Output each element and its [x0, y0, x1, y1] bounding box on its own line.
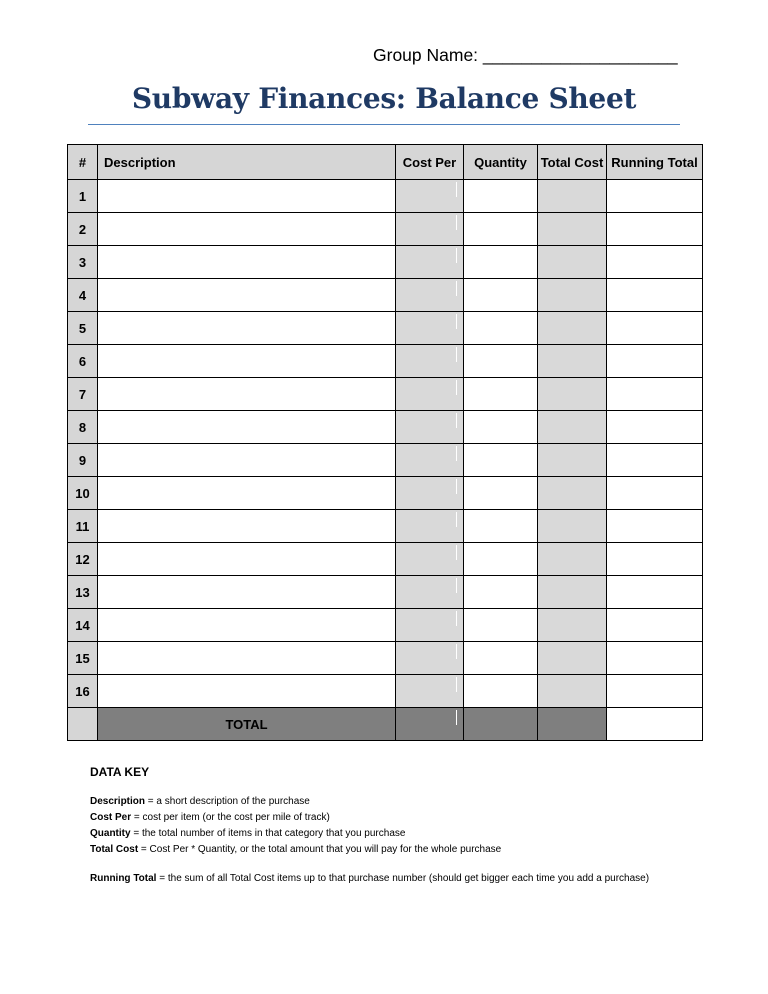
- row-number: 13: [68, 576, 98, 609]
- row-number: 1: [68, 180, 98, 213]
- description-cell[interactable]: [98, 609, 396, 642]
- description-cell[interactable]: [98, 279, 396, 312]
- total-cost-cell[interactable]: [538, 279, 607, 312]
- description-cell[interactable]: [98, 477, 396, 510]
- key-term: Description: [90, 796, 146, 807]
- key-definition: = the total number of items in that category that you purchase: [130, 828, 406, 839]
- description-cell[interactable]: [98, 312, 396, 345]
- cost-per-cell[interactable]: [396, 675, 464, 708]
- column-header-description: Description: [98, 145, 396, 180]
- total-cost-cell[interactable]: [538, 180, 607, 213]
- running-total-cell[interactable]: [607, 180, 703, 213]
- running-total-cell[interactable]: [607, 477, 703, 510]
- cost-per-cell[interactable]: [396, 279, 464, 312]
- row-number: 6: [68, 345, 98, 378]
- cost-per-cell[interactable]: [396, 213, 464, 246]
- total-cost-cell[interactable]: [538, 345, 607, 378]
- table-row: [68, 246, 703, 279]
- row-number: 15: [68, 642, 98, 675]
- key-item-quantity: [90, 826, 730, 842]
- key-item-running-total: [90, 871, 730, 887]
- description-cell[interactable]: [98, 411, 396, 444]
- description-cell[interactable]: [98, 378, 396, 411]
- total-cost-cell[interactable]: [538, 312, 607, 345]
- row-number: 11: [68, 510, 98, 543]
- cost-per-cell[interactable]: [396, 444, 464, 477]
- table-header-row: [68, 145, 703, 180]
- table-row: [68, 609, 703, 642]
- description-cell[interactable]: [98, 213, 396, 246]
- running-total-cell[interactable]: [607, 543, 703, 576]
- row-number: 12: [68, 543, 98, 576]
- description-cell[interactable]: [98, 345, 396, 378]
- cost-per-cell[interactable]: [396, 246, 464, 279]
- description-cell[interactable]: [98, 510, 396, 543]
- table-row: [68, 378, 703, 411]
- total-cost-cell[interactable]: [538, 378, 607, 411]
- running-total-cell[interactable]: [607, 312, 703, 345]
- quantity-cell[interactable]: [464, 312, 538, 345]
- cost-per-cell[interactable]: [396, 345, 464, 378]
- page-title: Subway Finances: Balance Sheet: [131, 82, 637, 115]
- table-row: [68, 213, 703, 246]
- total-cost-cell[interactable]: [538, 609, 607, 642]
- quantity-cell[interactable]: [464, 378, 538, 411]
- running-total-cell[interactable]: [607, 213, 703, 246]
- quantity-cell[interactable]: [464, 642, 538, 675]
- running-total-cell[interactable]: [607, 642, 703, 675]
- running-total-cell[interactable]: [607, 510, 703, 543]
- key-definition: = a short description of the purchase: [145, 796, 310, 807]
- quantity-cell[interactable]: [464, 246, 538, 279]
- table-row: [68, 180, 703, 213]
- description-cell[interactable]: [98, 576, 396, 609]
- column-header-quantity: Quantity: [464, 145, 538, 180]
- key-term: Total Cost: [90, 844, 139, 855]
- description-cell[interactable]: [98, 180, 396, 213]
- running-total-cell[interactable]: [607, 279, 703, 312]
- cost-per-cell[interactable]: [396, 576, 464, 609]
- quantity-cell[interactable]: [464, 609, 538, 642]
- quantity-cell[interactable]: [464, 411, 538, 444]
- running-total-cell[interactable]: [607, 378, 703, 411]
- row-number: 3: [68, 246, 98, 279]
- total-cost-cell[interactable]: [538, 444, 607, 477]
- cost-per-cell[interactable]: [396, 180, 464, 213]
- quantity-cell[interactable]: [464, 510, 538, 543]
- key-term: Running Total: [90, 873, 157, 884]
- total-total-cost-cell: [538, 708, 607, 741]
- running-total-cell[interactable]: [607, 576, 703, 609]
- quantity-cell[interactable]: [464, 576, 538, 609]
- running-total-cell[interactable]: [607, 609, 703, 642]
- quantity-cell[interactable]: [464, 543, 538, 576]
- description-cell[interactable]: [98, 642, 396, 675]
- running-total-cell[interactable]: [607, 246, 703, 279]
- total-quantity-cell: [464, 708, 538, 741]
- title-divider: [88, 124, 680, 125]
- cost-per-cell[interactable]: [396, 378, 464, 411]
- running-total-cell[interactable]: [607, 675, 703, 708]
- total-cost-per-cell: [396, 708, 464, 741]
- total-cost-cell[interactable]: [538, 510, 607, 543]
- quantity-cell[interactable]: [464, 477, 538, 510]
- key-definition: = Cost Per * Quantity, or the total amount that you will pay for the whole purchase: [138, 844, 502, 855]
- cost-per-cell[interactable]: [396, 312, 464, 345]
- row-number: 5: [68, 312, 98, 345]
- column-header-number: #: [68, 145, 98, 180]
- quantity-cell[interactable]: [464, 180, 538, 213]
- cost-per-cell[interactable]: [396, 411, 464, 444]
- table-row: [68, 444, 703, 477]
- total-row: [68, 708, 703, 741]
- key-definition: = cost per item (or the cost per mile of track): [131, 812, 330, 823]
- table-row: [68, 675, 703, 708]
- row-number: 16: [68, 675, 98, 708]
- key-definition: = the sum of all Total Cost items up to that purchase number (should get bigger each time you add a purchase): [156, 873, 650, 884]
- key-item-total-cost: [90, 842, 730, 858]
- running-total-cell[interactable]: [607, 345, 703, 378]
- column-header-running-total: Running Total: [607, 145, 703, 180]
- total-cost-cell[interactable]: [538, 477, 607, 510]
- running-total-cell[interactable]: [607, 411, 703, 444]
- table-row: [68, 510, 703, 543]
- row-number: 4: [68, 279, 98, 312]
- row-number: 7: [68, 378, 98, 411]
- description-cell[interactable]: [98, 675, 396, 708]
- row-number: 8: [68, 411, 98, 444]
- column-header-total-cost: Total Cost: [538, 145, 607, 180]
- key-term: Cost Per: [90, 812, 132, 823]
- row-number: 10: [68, 477, 98, 510]
- cost-per-cell[interactable]: [396, 609, 464, 642]
- cost-per-cell[interactable]: [396, 477, 464, 510]
- total-cost-cell[interactable]: [538, 543, 607, 576]
- key-term: Quantity: [90, 828, 131, 839]
- grand-running-total-cell[interactable]: [607, 708, 703, 741]
- description-cell[interactable]: [98, 444, 396, 477]
- description-cell[interactable]: [98, 543, 396, 576]
- table-row: [68, 576, 703, 609]
- quantity-cell[interactable]: [464, 675, 538, 708]
- column-header-cost-per: Cost Per: [396, 145, 464, 180]
- cost-per-cell[interactable]: [396, 642, 464, 675]
- balance-sheet-table: [67, 144, 703, 741]
- table-row: [68, 642, 703, 675]
- row-number: 2: [68, 213, 98, 246]
- total-cost-cell[interactable]: [538, 576, 607, 609]
- row-number: 9: [68, 444, 98, 477]
- total-cost-cell[interactable]: [538, 411, 607, 444]
- total-cost-cell[interactable]: [538, 675, 607, 708]
- data-key: [90, 764, 730, 887]
- table-row: [68, 477, 703, 510]
- total-cost-cell[interactable]: [538, 213, 607, 246]
- cost-per-cell[interactable]: [396, 510, 464, 543]
- total-label: TOTAL: [98, 708, 396, 741]
- data-key-title: DATA KEY: [90, 765, 150, 779]
- table-row: [68, 411, 703, 444]
- quantity-cell[interactable]: [464, 213, 538, 246]
- total-cost-cell[interactable]: [538, 246, 607, 279]
- table-row: [68, 279, 703, 312]
- table-row: [68, 345, 703, 378]
- quantity-cell[interactable]: [464, 279, 538, 312]
- key-item-cost-per: [90, 810, 730, 826]
- cost-per-cell[interactable]: [396, 543, 464, 576]
- group-name-field: Group Name: ____________________: [373, 45, 678, 65]
- table-row: [68, 312, 703, 345]
- key-item-description: [90, 794, 730, 810]
- row-number-blank: [68, 708, 98, 741]
- quantity-cell[interactable]: [464, 345, 538, 378]
- running-total-cell[interactable]: [607, 444, 703, 477]
- quantity-cell[interactable]: [464, 444, 538, 477]
- total-cost-cell[interactable]: [538, 642, 607, 675]
- table-row: [68, 543, 703, 576]
- row-number: 14: [68, 609, 98, 642]
- description-cell[interactable]: [98, 246, 396, 279]
